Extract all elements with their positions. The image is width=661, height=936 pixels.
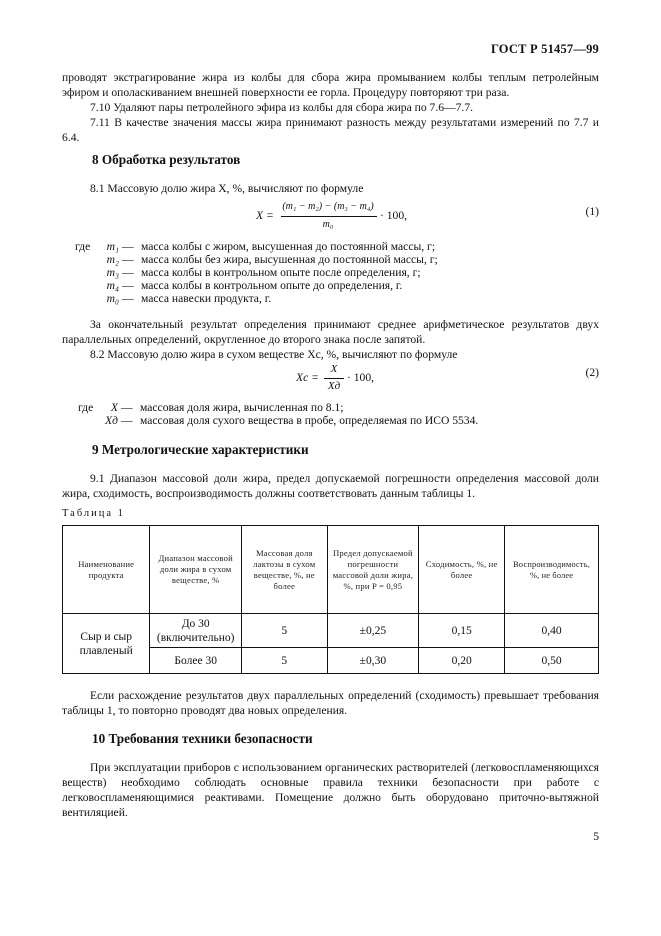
- table-cell: 0,15: [419, 614, 505, 648]
- legend-symbol: m₂: [106, 253, 119, 266]
- table-label: Таблица 1: [62, 508, 125, 519]
- legend-text: массовая доля жира, вычисленная по 8.1;: [140, 401, 344, 414]
- page-number: 5: [593, 830, 599, 843]
- legend-text: масса навески продукта, г.: [141, 292, 272, 305]
- legend-text: масса колбы с жиром, высушенная до постоянной массы, г;: [141, 240, 436, 253]
- formula-1-number: (1): [585, 205, 599, 218]
- paragraph-10: При эксплуатации приборов с использованием органических растворителей (легковоспламеняющихся веществ) необходимо соблюдать основные правила техники безопасности при работе с легковоспламеняющимися реактивами. Помещение должно быть оборудовано приточно-вытяжной вентиляцией.: [62, 761, 599, 819]
- table-header-cell: Сходимость, %, не более: [419, 526, 505, 614]
- legend-symbol: m₁: [106, 240, 119, 253]
- paragraph-9-1: 9.1 Диапазон массовой доли жира, предел допускаемой погрешности определения массовой доли жира, сходимость, воспроизводимость должны соответствовать данным таблицы 1.: [62, 472, 599, 500]
- table-note-paragraph: Если расхождение результатов двух параллельных определений (сходимость) превышает требования таблицы 1, то повторно проводят два новых определения.: [62, 689, 599, 717]
- formula-1-fraction-line: [281, 216, 377, 217]
- paragraph-8-2: 8.2 Массовую долю жира в сухом веществе Xс, %, вычисляют по формуле: [90, 348, 458, 361]
- formula-1-denominator: m₀: [322, 219, 334, 230]
- table-header-cell: Диапазон массовой доли жира в сухом веществе, %: [150, 526, 241, 614]
- legend-symbol: m₄: [106, 279, 119, 292]
- formula-1-tail: · 100,: [380, 209, 408, 222]
- legend-dash: —: [122, 240, 134, 253]
- legend-text: масса колбы без жира, высушенная до постоянной массы, г;: [141, 253, 438, 266]
- formula-2-number: (2): [585, 366, 599, 379]
- final-result-paragraph: За окончательный результат определения принимают среднее арифметическое результатов двух параллельных определений, округленное до второго знака после запятой.: [62, 318, 599, 346]
- formula-2-numerator: X: [330, 363, 338, 375]
- table-cell: 0,40: [505, 614, 599, 648]
- paragraph-7-10: 7.10 Удаляют пары петролейного эфира из колбы для сбора жира по 7.6—7.7.: [90, 101, 474, 114]
- table-cell: ±0,25: [327, 614, 418, 648]
- table-cell: Более 30: [150, 648, 241, 674]
- table-header-row: [63, 526, 599, 614]
- legend-prefix: где: [75, 240, 91, 253]
- legend-symbol: m₀: [106, 292, 119, 305]
- table-header-cell: Предел допускаемой погрешности массовой доли жира, %, при P = 0,95: [327, 526, 418, 614]
- table-header-cell: Воспроизводимость, %, не более: [505, 526, 599, 614]
- legend-symbol: X: [110, 401, 118, 414]
- legend-symbol: m₃: [106, 266, 119, 279]
- legend-text: масса колбы в контрольном опыте до определения, г.: [141, 279, 403, 292]
- intro-paragraph: проводят экстрагирование жира из колбы для сбора жира промыванием колбы теплым петролейным эфиром и ополаскиванием внешней поверхности ее горла. Процедуру повторяют три раза.: [62, 71, 599, 99]
- section-9-title: 9 Метрологические характеристики: [92, 442, 309, 457]
- table-header-cell: Наименование продукта: [63, 526, 150, 614]
- table-cell: 0,50: [505, 648, 599, 674]
- formula-2-tail: · 100,: [347, 371, 375, 384]
- formula-2-denominator: Xд: [327, 380, 341, 392]
- legend-dash: —: [121, 401, 133, 414]
- legend-dash: —: [122, 292, 134, 305]
- legend-dash: —: [121, 414, 133, 427]
- legend-prefix: где: [78, 401, 94, 414]
- table-cell: 5: [241, 648, 327, 674]
- formula-2-lhs: Xс =: [296, 371, 319, 384]
- section-8-title: 8 Обработка результатов: [92, 152, 241, 167]
- paragraph-7-11: 7.11 В качестве значения массы жира принимают разность между результатами измерений по 7.7 и 6.4.: [62, 116, 599, 144]
- table-row: [63, 614, 599, 648]
- legend-text: масса колбы в контрольном опыте после определения, г;: [141, 266, 421, 279]
- table-cell: 5: [241, 614, 327, 648]
- metrology-table: [62, 525, 599, 674]
- section-10-title: 10 Требования техники безопасности: [92, 731, 313, 746]
- table-cell: ±0,30: [327, 648, 418, 674]
- formula-1-lhs: X =: [256, 209, 274, 222]
- legend-dash: —: [122, 253, 134, 266]
- legend-dash: —: [122, 279, 134, 292]
- table-cell: До 30 (включительно): [150, 614, 241, 648]
- table-cell-product: Сыр и сыр плавленый: [63, 614, 150, 674]
- legend-text: массовая доля сухого вещества в пробе, определяемая по ИСО 5534.: [140, 414, 479, 427]
- legend-symbol: Xд: [105, 414, 118, 427]
- document-header: ГОСТ Р 51457—99: [490, 42, 599, 56]
- formula-2-fraction-line: [324, 378, 344, 379]
- table-cell: 0,20: [419, 648, 505, 674]
- legend-dash: —: [122, 266, 134, 279]
- table-header-cell: Массовая доля лактозы в сухом веществе, %, не более: [241, 526, 327, 614]
- paragraph-8-1: 8.1 Массовую долю жира X, %, вычисляют по формуле: [90, 182, 364, 195]
- formula-1-numerator: (m₁ − m₂) − (m₃ − m₄): [282, 201, 374, 212]
